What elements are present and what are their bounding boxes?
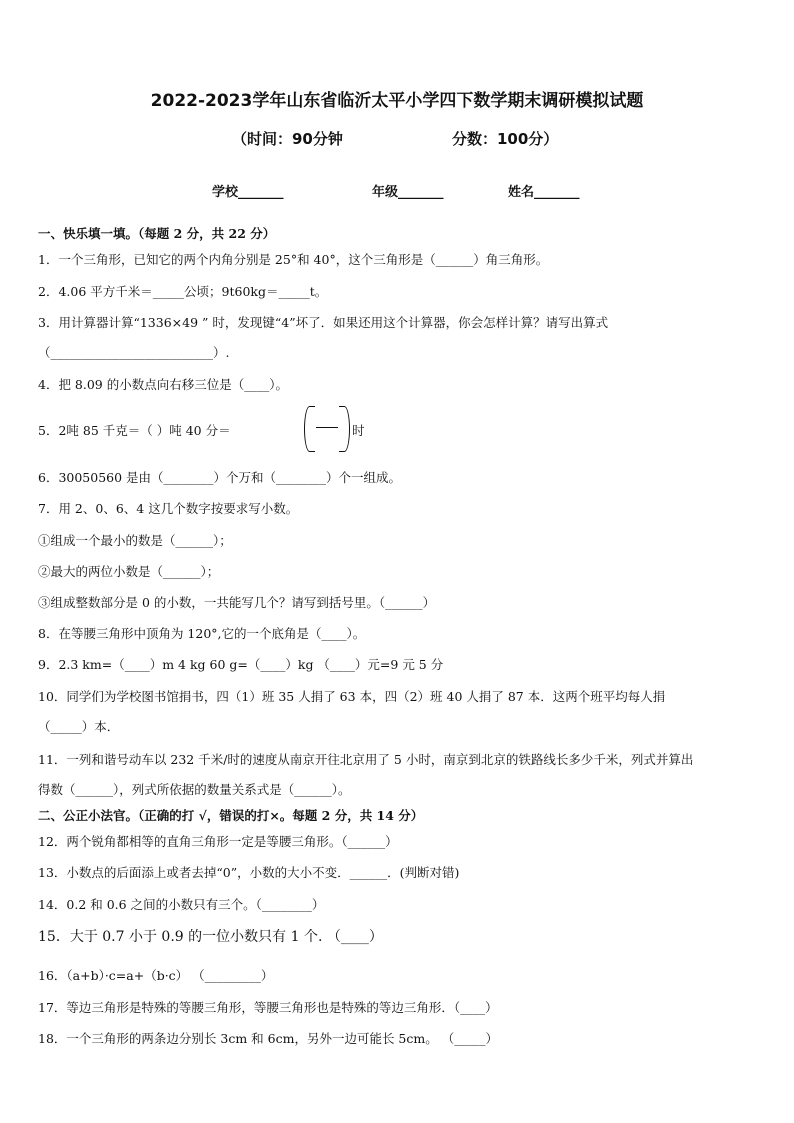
question-3-answer: （__________________________）. — [38, 345, 230, 360]
school-field: 学校_______ — [212, 185, 284, 200]
section1-heading: 一、快乐填一填。（每题 2 分，共 22 分） — [38, 226, 276, 241]
question-5: 5．2吨 85 千克＝（ ）吨 40 分＝ — [38, 423, 231, 438]
exam-score: 分数：100分） — [452, 130, 559, 148]
question-7: 7．用 2、0、6、4 这几个数字按要求写小数。 — [38, 501, 299, 516]
fraction-blank — [304, 406, 350, 450]
question-17: 17．等边三角形是特殊的等腰三角形，等腰三角形也是特殊的等边三角形．（____） — [38, 1000, 498, 1015]
left-paren — [304, 406, 315, 452]
question-2: 2．4.06 平方千米＝_____公顷；9t60kg＝_____t。 — [38, 284, 328, 299]
question-7-2: ②最大的两位小数是（______）； — [38, 564, 220, 579]
question-14: 14．0.2 和 0.6 之间的小数只有三个。（________） — [38, 897, 325, 912]
question-6: 6．30050560 是由（________）个万和（________）个一组成。 — [38, 470, 402, 485]
question-7-1: ①组成一个最小的数是（______）； — [38, 533, 232, 548]
question-11-answer: 得数（______），列式所依据的数量关系式是（______）。 — [38, 782, 351, 797]
question-5-unit: 时 — [352, 423, 365, 438]
question-16: 16．（a+b）·c=a+（b·c） （_________） — [38, 968, 274, 983]
question-10-answer: （_____）本． — [38, 719, 120, 734]
question-7-3: ③组成整数部分是 0 的小数，一共能写几个？请写到括号里。（______） — [38, 595, 436, 610]
fraction-bar — [316, 427, 338, 428]
question-9: 9．2.3 km=（____）m 4 kg 60 g=（____）kg （____）元=9 元 5 分 — [38, 657, 444, 672]
question-11: 11．一列和谐号动车以 232 千米/时的速度从南京开往北京用了 5 小时，南京到北京的铁路线长多少千米，列式并算出 — [38, 752, 694, 767]
question-4: 4．把 8.09 的小数点向右移三位是（____）。 — [38, 377, 288, 392]
question-15: 15．大于 0.7 小于 0.9 的一位小数只有 1 个. （____） — [38, 929, 383, 945]
name-field: 姓名_______ — [508, 185, 580, 200]
question-1: 1．一个三角形，已知它的两个内角分别是 25°和 40°，这个三角形是（______）角三角形。 — [38, 252, 549, 267]
question-13: 13．小数点的后面添上或者去掉“0”，小数的大小不变．______．(判断对错) — [38, 865, 460, 880]
exam-title: 2022-2023学年山东省临沂太平小学四下数学期末调研模拟试题 — [150, 91, 644, 111]
section2-heading: 二、公正小法官。（正确的打 √，错误的打×。每题 2 分，共 14 分） — [38, 808, 424, 823]
question-18: 18．一个三角形的两条边分别长 3cm 和 6cm，另外一边可能长 5cm。 （_____） — [38, 1031, 498, 1046]
grade-field: 年级_______ — [372, 185, 444, 200]
right-paren — [339, 406, 350, 452]
exam-time: （时间：90分钟 — [232, 130, 343, 148]
question-12: 12．两个锐角都相等的直角三角形一定是等腰三角形。（______） — [38, 834, 398, 849]
question-3: 3．用计算器计算“1336×49 ” 时，发现键“4”坏了．如果还用这个计算器，你会怎样计算？请写出算式 — [38, 315, 609, 330]
question-8: 8．在等腰三角形中顶角为 120°,它的一个底角是（____）。 — [38, 626, 366, 641]
question-10: 10．同学们为学校图书馆捐书，四（1）班 35 人捐了 63 本，四（2）班 40 人捐了 87 本．这两个班平均每人捐 — [38, 689, 666, 704]
